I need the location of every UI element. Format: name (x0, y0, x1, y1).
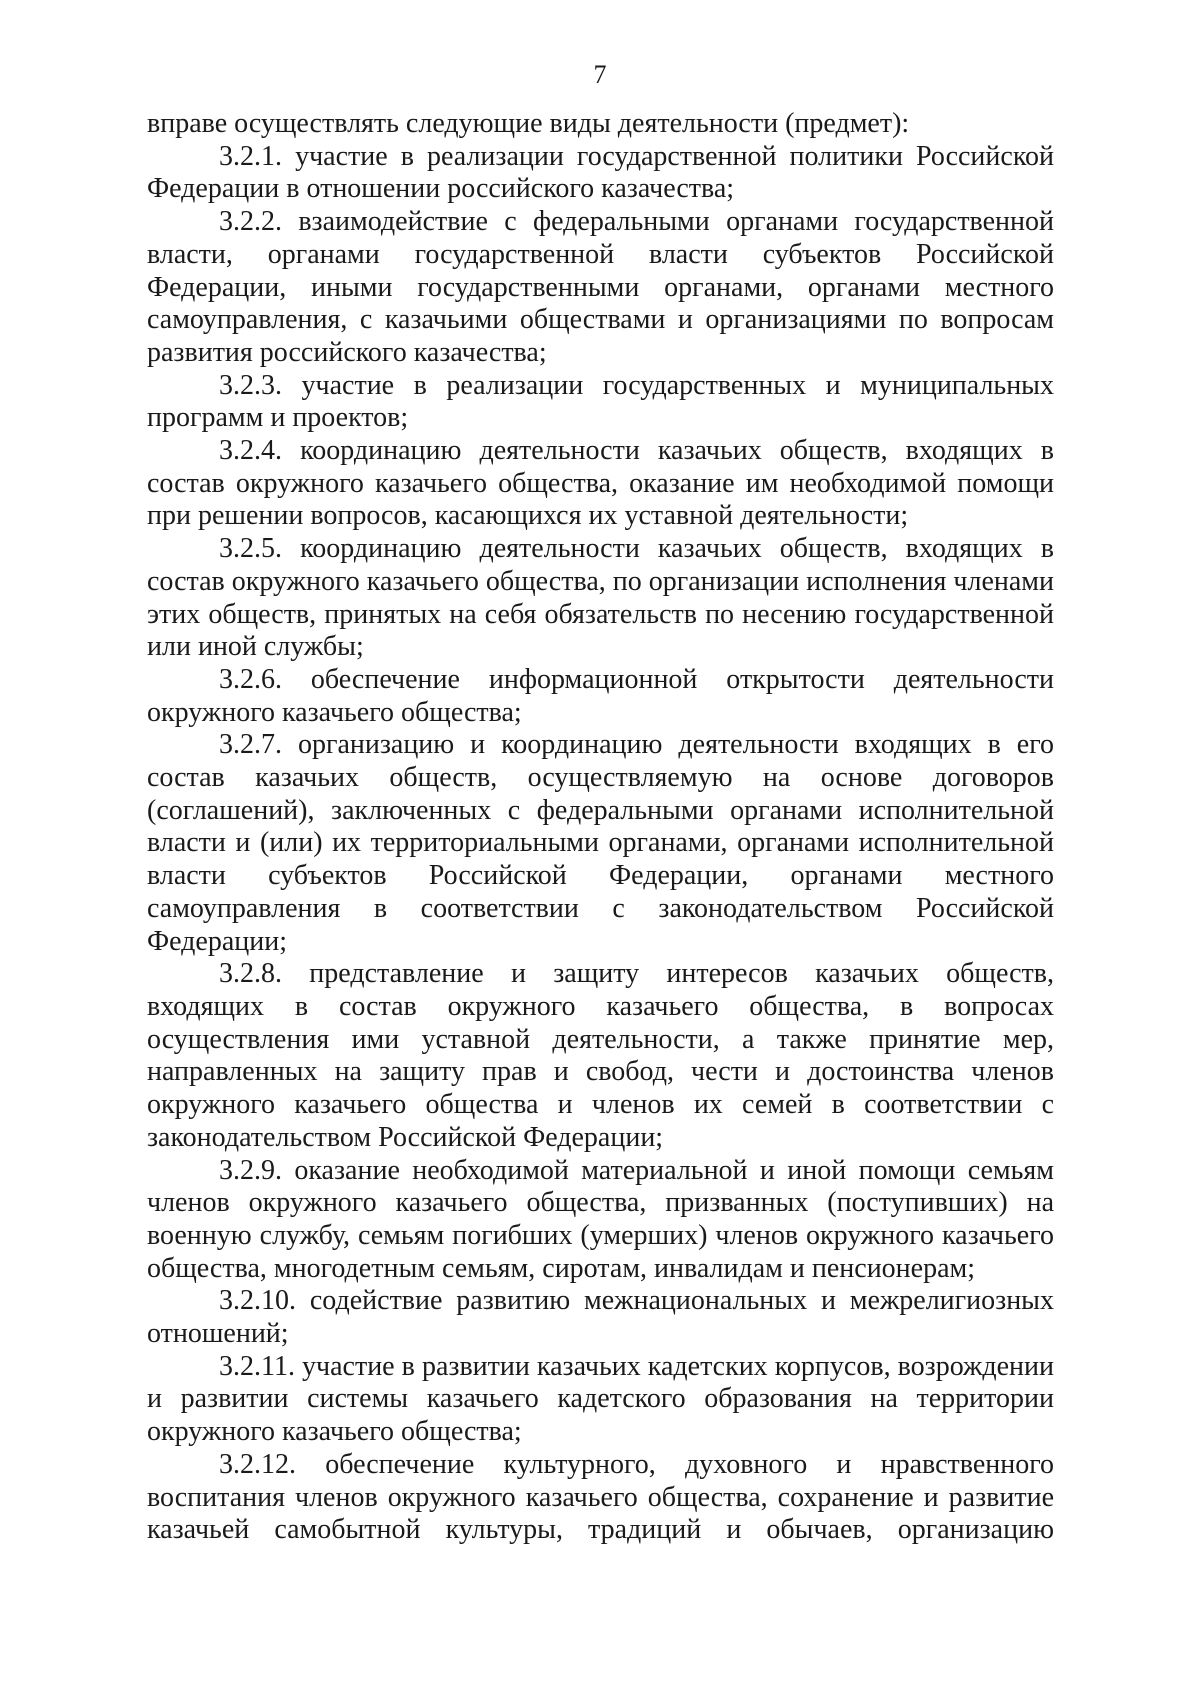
clause-3-2-2: 3.2.2. взаимодействие с федеральными органами государственной власти, органами государственной власти субъектов Российской Федерации, иными государственными органами, органами местного самоуправления, с казачьими обществами и организациями по вопросам развития российского казачества; (147, 206, 1054, 368)
clause-3-2-7: 3.2.7. организацию и координацию деятельности входящих в его состав казачьих обществ, осуществляемую на основе договоров (соглашений), заключенных с федеральными органами исполнительной власти и (или) их территориальными органами, органами исполнительной власти субъектов Российской Федерации, органами местного самоуправления в соответствии с законодательством Российской Федерации; (147, 729, 1054, 957)
clause-3-2-12: 3.2.12. обеспечение культурного, духовного и нравственного воспитания членов окружного казачьего общества, сохранение и развитие казачьей самобытной культуры, традиций и обычаев, организацию (147, 1448, 1054, 1546)
page-number: 7 (593, 60, 607, 89)
clause-3-2-9: 3.2.9. оказание необходимой материальной и иной помощи семьям членов окружного казачьего общества, призванных (поступивших) на военную службу, семьям погибших (умерших) членов окружного казачьего общества, многодетным семьям, сиротам, инвалидам и пенсионерам; (147, 1154, 1054, 1284)
clause-3-2-5: 3.2.5. координацию деятельности казачьих обществ, входящих в состав окружного казачьего общества, по организации исполнения членами этих обществ, принятых на себя обязательств по несению государственной или иной службы; (147, 533, 1054, 663)
intro-paragraph: вправе осуществлять следующие виды деятельности (предмет): (147, 108, 910, 139)
clause-3-2-6: 3.2.6. обеспечение информационной открытости деятельности окружного казачьего общества; (147, 663, 1054, 728)
clause-3-2-1: 3.2.1. участие в реализации государственной политики Российской Федерации в отношении российского казачества; (147, 140, 1054, 205)
clause-3-2-8: 3.2.8. представление и защиту интересов казачьих обществ, входящих в состав окружного казачьего общества, в вопросах осуществления ими уставной деятельности, а также принятие мер, направленных на защиту прав и свобод, чести и достоинства членов окружного казачьего общества и членов их семей в соответствии с законодательством Российской Федерации; (147, 958, 1054, 1153)
clause-3-2-3: 3.2.3. участие в реализации государственных и муниципальных программ и проектов; (147, 369, 1054, 434)
clause-3-2-10: 3.2.10. содействие развитию межнациональных и межрелигиозных отношений; (147, 1285, 1054, 1350)
clause-3-2-4: 3.2.4. координацию деятельности казачьих обществ, входящих в состав окружного казачьего общества, оказание им необходимой помощи при решении вопросов, касающихся их уставной деятельности; (147, 435, 1054, 532)
clause-3-2-11: 3.2.11. участие в развитии казачьих кадетских корпусов, возрождении и развитии системы казачьего кадетского образования на территории окружного казачьего общества; (147, 1350, 1054, 1448)
document-body (147, 108, 1054, 1547)
